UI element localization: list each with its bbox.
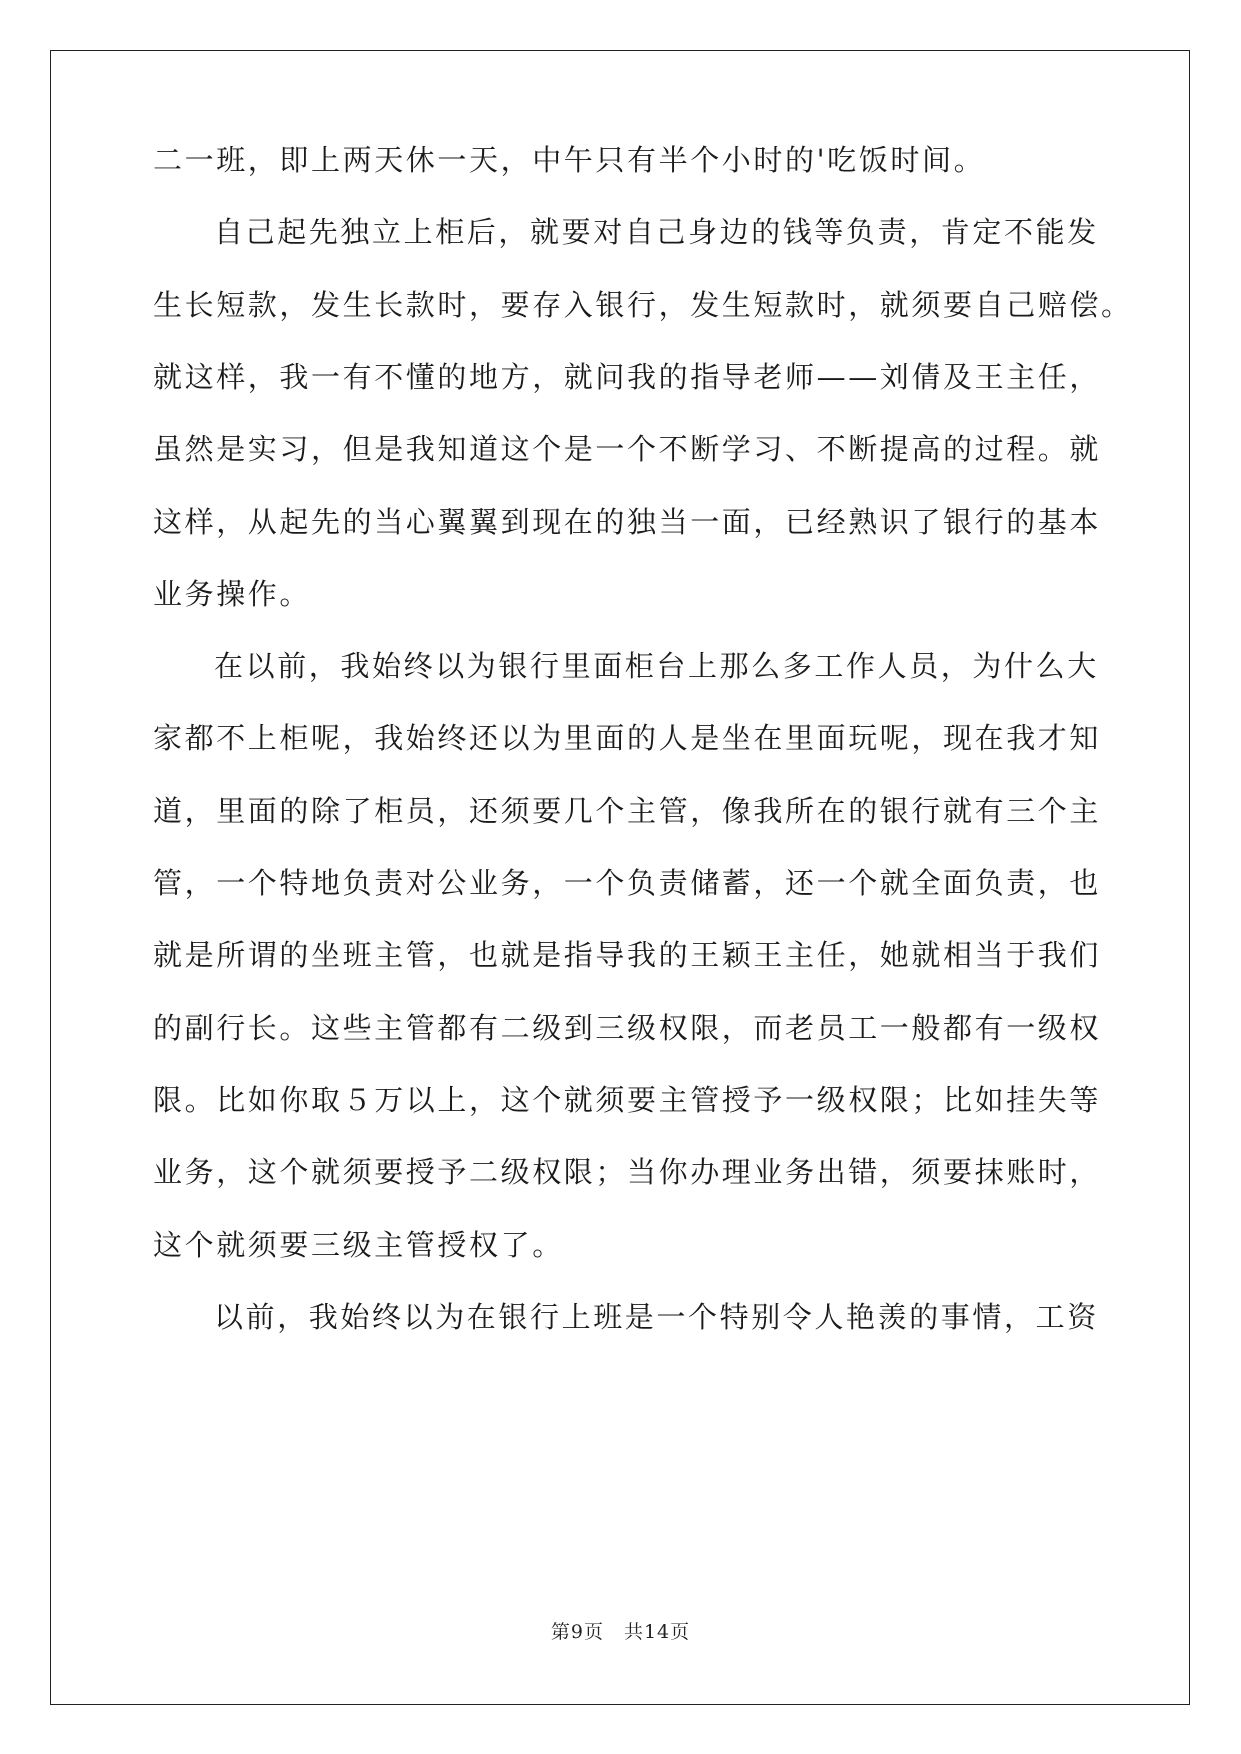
text-line: 业务操作。 — [153, 576, 312, 611]
current-page-number: 第9页 — [550, 1621, 604, 1643]
text-line: 生长短款，发生长款时，要存入银行，发生短款时，就须要自己赔偿。 — [153, 287, 1133, 322]
text-line: 自己起先独立上柜后，就要对自己身边的钱等负责，肯定不能发 — [214, 215, 1099, 250]
text-line: 限。比如你取５万以上，这个就须要主管授予一级权限；比如挂失等 — [153, 1082, 1102, 1117]
text-line: 就这样，我一有不懂的地方，就问我的指导老师——刘倩及王主任， — [153, 359, 1102, 394]
text-line: 二一班，即上两天休一天，中午只有半个小时的'吃饭时间。 — [153, 143, 986, 177]
text-line: 虽然是实习，但是我知道这个是一个不断学习、不断提高的过程。就 — [153, 432, 1102, 467]
text-line: 这样，从起先的当心翼翼到现在的独当一面，已经熟识了银行的基本 — [153, 504, 1102, 539]
text-line: 就是所谓的坐班主管，也就是指导我的王颖王主任，她就相当于我们 — [153, 938, 1102, 973]
text-line: 这个就须要三级主管授权了。 — [153, 1227, 564, 1262]
total-page-count: 共14页 — [623, 1621, 691, 1643]
text-line: 家都不上柜呢，我始终还以为里面的人是坐在里面玩呢，现在我才知 — [153, 721, 1102, 756]
text-line: 以前，我始终以为在银行上班是一个特别令人艳羡的事情，工资 — [214, 1299, 1099, 1334]
text-line: 在以前，我始终以为银行里面柜台上那么多工作人员，为什么大 — [214, 649, 1099, 684]
text-line: 道，里面的除了柜员，还须要几个主管，像我所在的银行就有三个主 — [153, 793, 1102, 828]
text-line: 的副行长。这些主管都有二级到三级权限，而老员工一般都有一级权 — [153, 1010, 1102, 1045]
text-line: 业务，这个就须要授予二级权限；当你办理业务出错，须要抹账时， — [153, 1155, 1102, 1190]
page-footer — [0, 1620, 1241, 1644]
text-line: 管，一个特地负责对公业务，一个负责储蓄，还一个就全面负责，也 — [153, 866, 1102, 900]
